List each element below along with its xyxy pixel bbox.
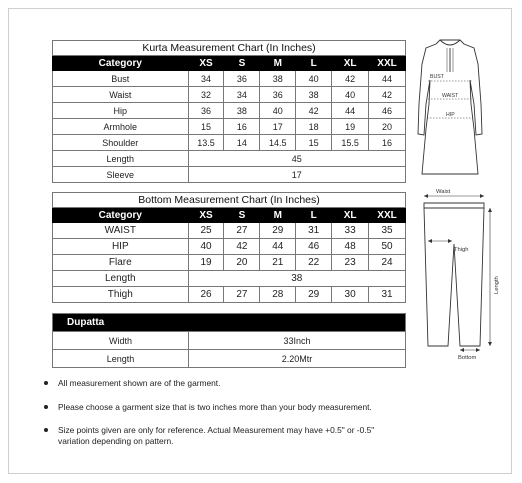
table-cell: 42 bbox=[369, 87, 406, 103]
table-cell: 31 bbox=[369, 287, 406, 303]
row-label: Sleeve bbox=[53, 167, 189, 183]
table-cell: 34 bbox=[224, 87, 260, 103]
hip-label: HIP bbox=[446, 112, 455, 118]
bottom-header-l: L bbox=[296, 208, 332, 223]
bottom-row-flare bbox=[53, 255, 406, 271]
row-label: Length bbox=[53, 350, 189, 368]
table-cell: 13.5 bbox=[188, 135, 224, 151]
bottom-measurement-table bbox=[52, 192, 406, 303]
table-cell: 38 bbox=[188, 271, 405, 287]
table-cell: 34 bbox=[188, 71, 224, 87]
table-cell: 27 bbox=[224, 223, 260, 239]
table-cell: 46 bbox=[369, 103, 406, 119]
dupatta-measurement-table bbox=[52, 313, 406, 368]
bottom-row-hip bbox=[53, 239, 406, 255]
table-cell: 33 bbox=[332, 223, 369, 239]
row-label: Bust bbox=[53, 71, 189, 87]
table-cell: 29 bbox=[296, 287, 332, 303]
table-cell: 29 bbox=[260, 223, 296, 239]
row-label: WAIST bbox=[53, 223, 189, 239]
kurta-header-l: L bbox=[296, 56, 332, 71]
dupatta-row-width bbox=[53, 332, 406, 350]
note-text: Please choose a garment size that is two inches more than your body measurement. bbox=[58, 401, 372, 412]
table-cell: 14 bbox=[224, 135, 260, 151]
bullet-icon bbox=[44, 381, 48, 385]
note-text: All measurement shown are of the garment. bbox=[58, 378, 221, 388]
kurta-header-m: M bbox=[260, 56, 296, 71]
table-cell: 23 bbox=[332, 255, 369, 271]
length-dimension-label: Length bbox=[494, 276, 500, 294]
table-cell: 2.20Mtr bbox=[189, 350, 406, 368]
bottom-row-waist bbox=[53, 223, 406, 239]
waist-dimension-label: Waist bbox=[436, 189, 451, 195]
table-cell: 28 bbox=[260, 287, 296, 303]
row-label: Hip bbox=[53, 103, 189, 119]
note-item bbox=[44, 402, 444, 413]
table-cell: 42 bbox=[224, 239, 260, 255]
table-cell: 26 bbox=[188, 287, 224, 303]
table-cell: 48 bbox=[332, 239, 369, 255]
table-cell: 33Inch bbox=[189, 332, 406, 350]
table-cell: 35 bbox=[369, 223, 406, 239]
kurta-table-title: Kurta Measurement Chart (In Inches) bbox=[53, 41, 406, 56]
pants-illustration bbox=[412, 186, 504, 362]
table-cell: 30 bbox=[332, 287, 369, 303]
table-cell: 42 bbox=[332, 71, 369, 87]
dupatta-row-length bbox=[53, 350, 406, 368]
thigh-dimension-label: Thigh bbox=[454, 247, 469, 253]
bottom-row-length bbox=[53, 271, 406, 287]
kurta-row-bust bbox=[53, 71, 406, 87]
table-cell: 38 bbox=[296, 87, 332, 103]
kurta-measurement-table bbox=[52, 40, 406, 183]
bottom-header-xs: XS bbox=[188, 208, 224, 223]
bust-label: BUST bbox=[430, 74, 444, 80]
table-cell: 45 bbox=[188, 151, 405, 167]
table-cell: 40 bbox=[332, 87, 369, 103]
kurta-row-armhole bbox=[53, 119, 406, 135]
table-cell: 44 bbox=[332, 103, 369, 119]
row-label: Waist bbox=[53, 87, 189, 103]
table-cell: 38 bbox=[260, 71, 296, 87]
notes-list bbox=[44, 378, 444, 459]
bottom-header-xl: XL bbox=[332, 208, 369, 223]
kurta-row-shoulder bbox=[53, 135, 406, 151]
table-cell: 20 bbox=[369, 119, 406, 135]
bottom-header-s: S bbox=[224, 208, 260, 223]
bottom-row-thigh bbox=[53, 287, 406, 303]
note-item bbox=[44, 378, 444, 389]
table-cell: 38 bbox=[224, 103, 260, 119]
kurta-header-xl: XL bbox=[332, 56, 369, 71]
table-cell: 40 bbox=[296, 71, 332, 87]
row-label: Shoulder bbox=[53, 135, 189, 151]
kurta-row-length bbox=[53, 151, 406, 167]
table-cell: 18 bbox=[296, 119, 332, 135]
table-cell: 50 bbox=[369, 239, 406, 255]
table-cell: 16 bbox=[224, 119, 260, 135]
table-cell: 40 bbox=[188, 239, 224, 255]
table-cell: 31 bbox=[296, 223, 332, 239]
table-cell: 15 bbox=[296, 135, 332, 151]
table-cell: 15 bbox=[188, 119, 224, 135]
kurta-header-s: S bbox=[224, 56, 260, 71]
table-cell: 40 bbox=[260, 103, 296, 119]
table-cell: 19 bbox=[188, 255, 224, 271]
table-cell: 17 bbox=[188, 167, 405, 183]
kurta-row-hip bbox=[53, 103, 406, 119]
table-cell: 16 bbox=[369, 135, 406, 151]
waist-label: WAIST bbox=[442, 93, 459, 99]
table-cell: 32 bbox=[188, 87, 224, 103]
bottom-header-category: Category bbox=[53, 208, 189, 223]
bottom-dimension-label: Bottom bbox=[458, 355, 477, 361]
table-cell: 21 bbox=[260, 255, 296, 271]
row-label: Flare bbox=[53, 255, 189, 271]
row-label: Length bbox=[53, 271, 189, 287]
bottom-header-xxl: XXL bbox=[369, 208, 406, 223]
table-cell: 14.5 bbox=[260, 135, 296, 151]
table-cell: 44 bbox=[369, 71, 406, 87]
row-label: Armhole bbox=[53, 119, 189, 135]
table-cell: 24 bbox=[369, 255, 406, 271]
table-cell: 44 bbox=[260, 239, 296, 255]
kurta-header-category: Category bbox=[53, 56, 189, 71]
table-cell: 25 bbox=[188, 223, 224, 239]
kurta-row-sleeve bbox=[53, 167, 406, 183]
table-cell: 27 bbox=[224, 287, 260, 303]
table-cell: 17 bbox=[260, 119, 296, 135]
dupatta-title: Dupatta bbox=[53, 314, 406, 332]
table-cell: 15.5 bbox=[332, 135, 369, 151]
kurta-row-waist bbox=[53, 87, 406, 103]
kurta-header-xs: XS bbox=[188, 56, 224, 71]
note-item bbox=[44, 425, 408, 446]
table-cell: 36 bbox=[224, 71, 260, 87]
table-cell: 36 bbox=[188, 103, 224, 119]
bottom-header-m: M bbox=[260, 208, 296, 223]
bottom-table-title: Bottom Measurement Chart (In Inches) bbox=[53, 193, 406, 208]
table-cell: 20 bbox=[224, 255, 260, 271]
kurta-header-xxl: XXL bbox=[369, 56, 406, 71]
bullet-icon bbox=[44, 428, 48, 432]
kurta-illustration bbox=[414, 34, 486, 184]
row-label: Width bbox=[53, 332, 189, 350]
row-label: HIP bbox=[53, 239, 189, 255]
bullet-icon bbox=[44, 405, 48, 409]
table-cell: 46 bbox=[296, 239, 332, 255]
table-cell: 22 bbox=[296, 255, 332, 271]
table-cell: 19 bbox=[332, 119, 369, 135]
row-label: Thigh bbox=[53, 287, 189, 303]
note-text: Size points given are only for reference. Actual Measurement may have +0.5" or -0.5" variation depending on pattern. bbox=[58, 425, 375, 446]
table-cell: 42 bbox=[296, 103, 332, 119]
row-label: Length bbox=[53, 151, 189, 167]
table-cell: 36 bbox=[260, 87, 296, 103]
